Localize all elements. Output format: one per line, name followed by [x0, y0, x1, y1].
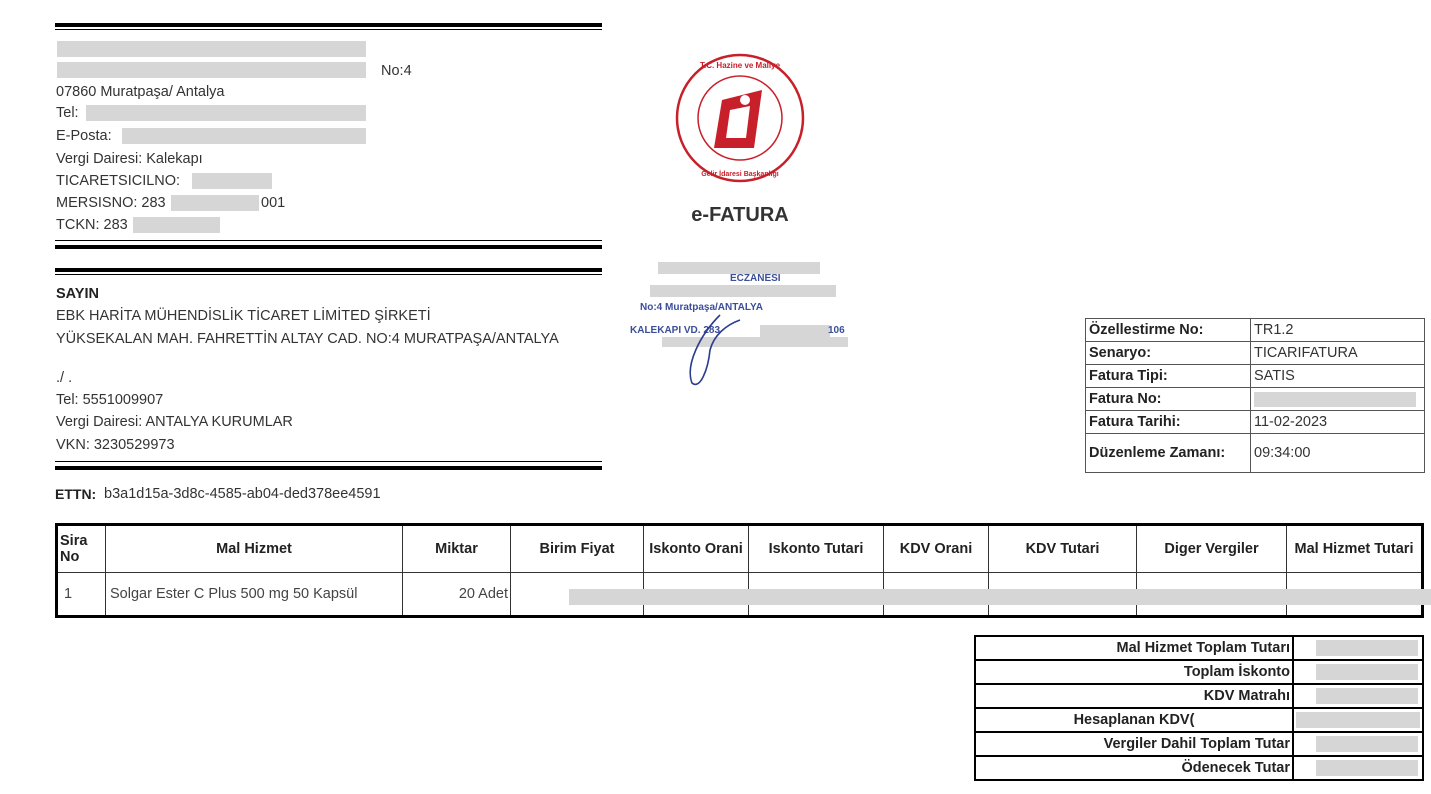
total-label: Hesaplanan KDV(	[975, 708, 1293, 732]
svg-text:Gelir İdaresi Başkanlığı: Gelir İdaresi Başkanlığı	[701, 171, 779, 178]
seller-mersis-suffix: 001	[261, 195, 286, 211]
meta-value: SATIS	[1251, 365, 1425, 388]
meta-value: TICARIFATURA	[1251, 342, 1425, 365]
gib-seal-icon	[670, 48, 810, 188]
seller-name-redacted	[57, 41, 366, 57]
col-kdv-tutari: KDV Tutari	[989, 525, 1137, 573]
totals-table	[974, 635, 1424, 781]
meta-value-redacted	[1251, 388, 1425, 411]
meta-row	[1086, 388, 1425, 411]
total-label: Toplam İskonto	[975, 660, 1293, 684]
col-iskonto-orani: Iskonto Orani	[644, 525, 749, 573]
ettn-label: ETTN:	[55, 486, 97, 502]
seller-address-redacted	[57, 62, 366, 78]
seller-tckn-prefix: TCKN: 283	[56, 217, 128, 233]
totals-row	[975, 756, 1423, 780]
col-sira-no: Sira No	[57, 525, 106, 573]
gib-logo	[670, 48, 810, 188]
col-birim-fiyat: Birim Fiyat	[511, 525, 644, 573]
total-value-redacted	[1293, 636, 1423, 660]
meta-row	[1086, 319, 1425, 342]
meta-key: Fatura Tipi:	[1086, 365, 1251, 388]
seller-mersis-prefix: MERSISNO: 283	[56, 195, 166, 211]
meta-row	[1086, 411, 1425, 434]
meta-key: Özellestirme No:	[1086, 319, 1251, 342]
buyer-top-rule-thin	[55, 274, 602, 275]
seller-bottom-rule-thin	[55, 240, 602, 241]
seller-email-label: E-Posta:	[56, 128, 112, 144]
col-mal-hizmet-tutari: Mal Hizmet Tutari	[1287, 525, 1423, 573]
meta-row	[1086, 434, 1425, 473]
totals-row	[975, 684, 1423, 708]
meta-key: Fatura No:	[1086, 388, 1251, 411]
stamp-line3: KALEKAPI VD. 283	[630, 325, 721, 336]
buyer-address: YÜKSEKALAN MAH. FAHRETTİN ALTAY CAD. NO:4 MURATPAŞA/ANTALYA	[56, 331, 559, 347]
buyer-tax-office: Vergi Dairesi: ANTALYA KURUMLAR	[56, 414, 293, 430]
ettn-value: b3a1d15a-3d8c-4585-ab04-ded378ee4591	[104, 486, 381, 502]
seller-tckn-redacted	[133, 217, 220, 233]
cell-redacted	[511, 573, 644, 617]
signature-icon	[630, 255, 860, 395]
totals-row	[975, 660, 1423, 684]
meta-row	[1086, 342, 1425, 365]
seller-trade-reg-label: TICARETSICILNO:	[56, 173, 181, 189]
buyer-bottom-rule-thin	[55, 461, 602, 462]
stamp-line1: ECZANESI	[730, 273, 781, 284]
seller-tel-redacted	[86, 105, 366, 121]
totals-row	[975, 708, 1423, 732]
meta-row	[1086, 365, 1425, 388]
total-value-redacted	[1293, 660, 1423, 684]
col-mal-hizmet: Mal Hizmet	[106, 525, 403, 573]
buyer-heading: SAYIN	[56, 286, 99, 302]
col-miktar: Miktar	[403, 525, 511, 573]
total-value-redacted	[1293, 708, 1423, 732]
total-label: Ödenecek Tutar	[975, 756, 1293, 780]
total-label: Vergiler Dahil Toplam Tutar	[975, 732, 1293, 756]
seller-bottom-rule	[55, 245, 602, 249]
seller-city-line: 07860 Muratpaşa/ Antalya	[56, 84, 225, 100]
meta-value: TR1.2	[1251, 319, 1425, 342]
meta-key: Senaryo:	[1086, 342, 1251, 365]
seller-address-suffix: No:4	[381, 63, 412, 79]
stamp-line3-suffix: 106	[828, 325, 845, 336]
meta-value: 11-02-2023	[1251, 411, 1425, 434]
cell-mal-hizmet: Solgar Ester C Plus 500 mg 50 Kapsül	[106, 573, 403, 617]
buyer-vkn: VKN: 3230529973	[56, 437, 175, 453]
seller-top-rule	[55, 23, 602, 27]
seller-email-redacted	[122, 128, 366, 144]
totals-row	[975, 732, 1423, 756]
buyer-top-rule	[55, 268, 602, 272]
buyer-misc: ./ .	[56, 370, 73, 386]
buyer-tel: Tel: 5551009907	[56, 392, 164, 408]
seller-trade-reg-redacted	[192, 173, 272, 189]
invoice-meta-table	[1085, 318, 1425, 473]
svg-text:T.C. Hazine ve Maliye: T.C. Hazine ve Maliye	[699, 61, 781, 70]
seller-tel-label: Tel:	[56, 105, 79, 121]
col-diger-vergiler: Diger Vergiler	[1137, 525, 1287, 573]
total-value-redacted	[1293, 684, 1423, 708]
cell-miktar: 20 Adet	[403, 573, 511, 617]
meta-key: Düzenleme Zamanı:	[1086, 434, 1251, 473]
seller-tax-office: Vergi Dairesi: Kalekapı	[56, 151, 203, 167]
cell-sira-no: 1	[57, 573, 106, 617]
items-header-row	[57, 525, 1423, 573]
totals-row	[975, 636, 1423, 660]
seller-top-rule-thin	[55, 29, 602, 30]
col-kdv-orani: KDV Orani	[884, 525, 989, 573]
meta-key: Fatura Tarihi:	[1086, 411, 1251, 434]
total-label: Mal Hizmet Toplam Tutarı	[975, 636, 1293, 660]
total-value-redacted	[1293, 756, 1423, 780]
col-iskonto-tutari: Iskonto Tutari	[749, 525, 884, 573]
seller-mersis-redacted	[171, 195, 259, 211]
company-stamp	[630, 255, 860, 395]
total-label: KDV Matrahı	[975, 684, 1293, 708]
buyer-bottom-rule	[55, 466, 602, 470]
efatura-title: e-FATURA	[691, 204, 789, 226]
items-table	[55, 523, 1424, 618]
total-value-redacted	[1293, 732, 1423, 756]
buyer-name: EBK HARİTA MÜHENDİSLİK TİCARET LİMİTED ŞİRKETİ	[56, 308, 431, 324]
meta-value: 09:34:00	[1251, 434, 1425, 473]
table-row	[57, 573, 1423, 617]
stamp-line2: No:4 Muratpaşa/ANTALYA	[640, 302, 763, 313]
